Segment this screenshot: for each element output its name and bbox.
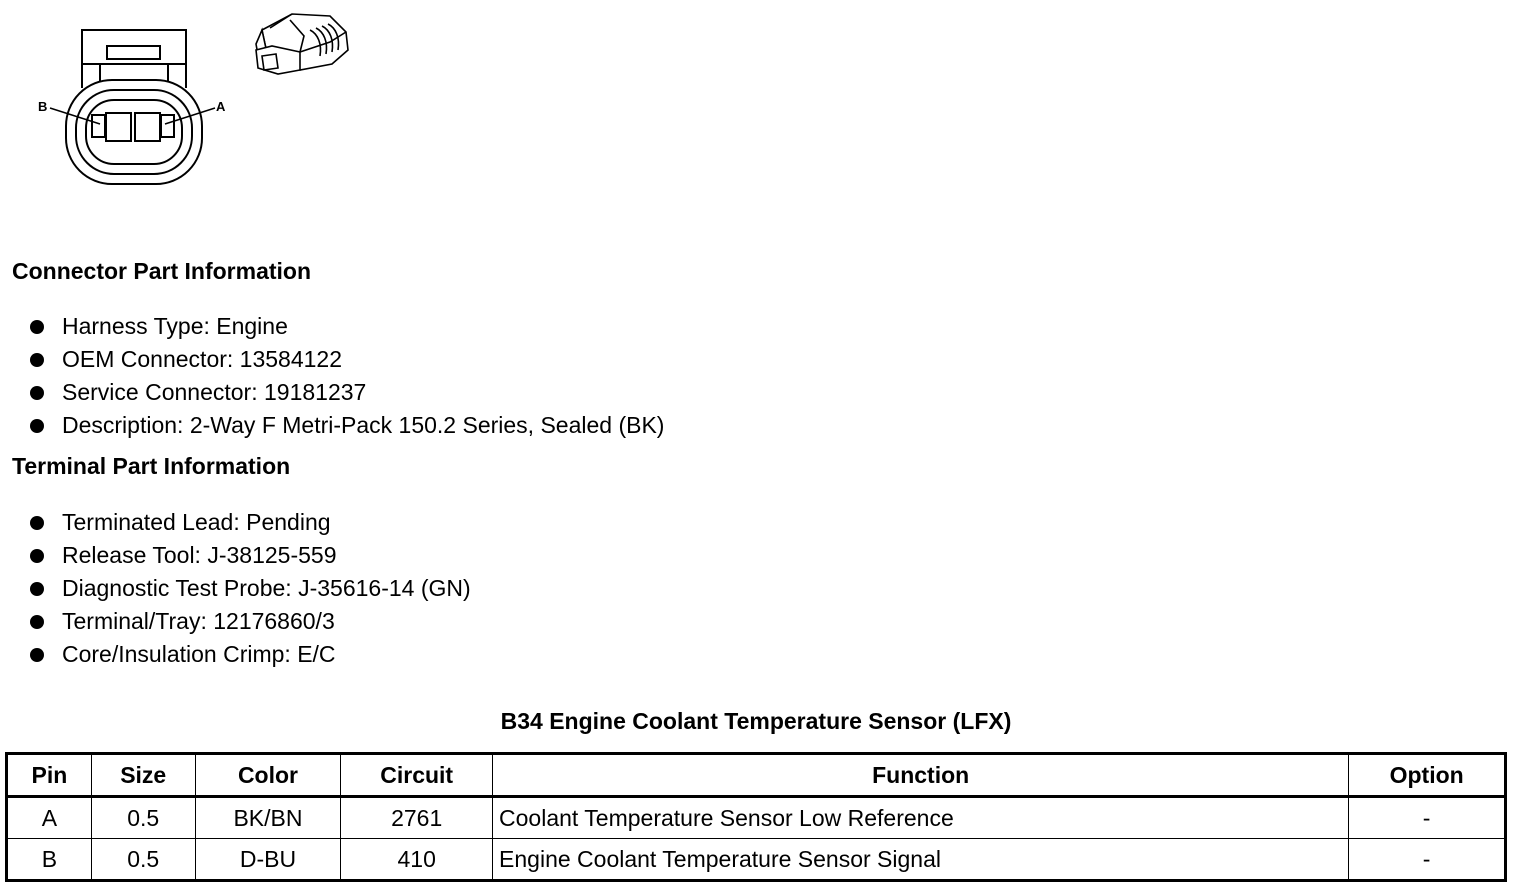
bullet-icon: [30, 516, 44, 530]
cell-color: BK/BN: [195, 797, 341, 839]
cell-size: 0.5: [91, 797, 195, 839]
bullet-icon: [30, 549, 44, 563]
cell-function: Coolant Temperature Sensor Low Reference: [493, 797, 1349, 839]
list-item: Diagnostic Test Probe: J-35616-14 (GN): [28, 572, 471, 605]
list-item: Core/Insulation Crimp: E/C: [28, 638, 471, 671]
header-color: Color: [195, 754, 341, 797]
list-item: OEM Connector: 13584122: [28, 343, 664, 376]
bullet-icon: [30, 419, 44, 433]
bullet-icon: [30, 353, 44, 367]
cell-option: -: [1349, 797, 1506, 839]
bullet-icon: [30, 386, 44, 400]
header-function: Function: [493, 754, 1349, 797]
pin-a-label: A: [216, 99, 226, 114]
list-item: Service Connector: 19181237: [28, 376, 664, 409]
cell-function: Engine Coolant Temperature Sensor Signal: [493, 839, 1349, 881]
cell-pin: B: [7, 839, 92, 881]
bullet-icon: [30, 582, 44, 596]
cell-size: 0.5: [91, 839, 195, 881]
cell-circuit: 410: [341, 839, 493, 881]
connector-part-list: [28, 310, 664, 442]
pin-b-label: B: [38, 99, 48, 114]
connector-isometric-view: [256, 14, 348, 74]
list-item: Description: 2-Way F Metri-Pack 150.2 Series, Sealed (BK): [28, 409, 664, 442]
bullet-icon: [30, 320, 44, 334]
connector-face-view: [0, 0, 400, 200]
list-item: Terminated Lead: Pending: [28, 506, 471, 539]
terminal-part-list: [28, 506, 471, 671]
table-header-row: [7, 754, 1506, 797]
header-option: Option: [1349, 754, 1506, 797]
list-item: Harness Type: Engine: [28, 310, 664, 343]
header-size: Size: [91, 754, 195, 797]
terminal-part-heading: Terminal Part Information: [12, 453, 291, 479]
connector-part-heading: Connector Part Information: [12, 258, 312, 284]
connector-diagram: [0, 0, 400, 200]
cell-option: -: [1349, 839, 1506, 881]
table-title: B34 Engine Coolant Temperature Sensor (LFX): [500, 708, 1012, 734]
cell-circuit: 2761: [341, 797, 493, 839]
table-row: [7, 839, 1506, 881]
list-item: Terminal/Tray: 12176860/3: [28, 605, 471, 638]
bullet-icon: [30, 648, 44, 662]
bullet-icon: [30, 615, 44, 629]
header-pin: Pin: [7, 754, 92, 797]
cell-color: D-BU: [195, 839, 341, 881]
pinout-table: [5, 752, 1507, 882]
cell-pin: A: [7, 797, 92, 839]
table-row: [7, 797, 1506, 839]
header-circuit: Circuit: [341, 754, 493, 797]
list-item: Release Tool: J-38125-559: [28, 539, 471, 572]
